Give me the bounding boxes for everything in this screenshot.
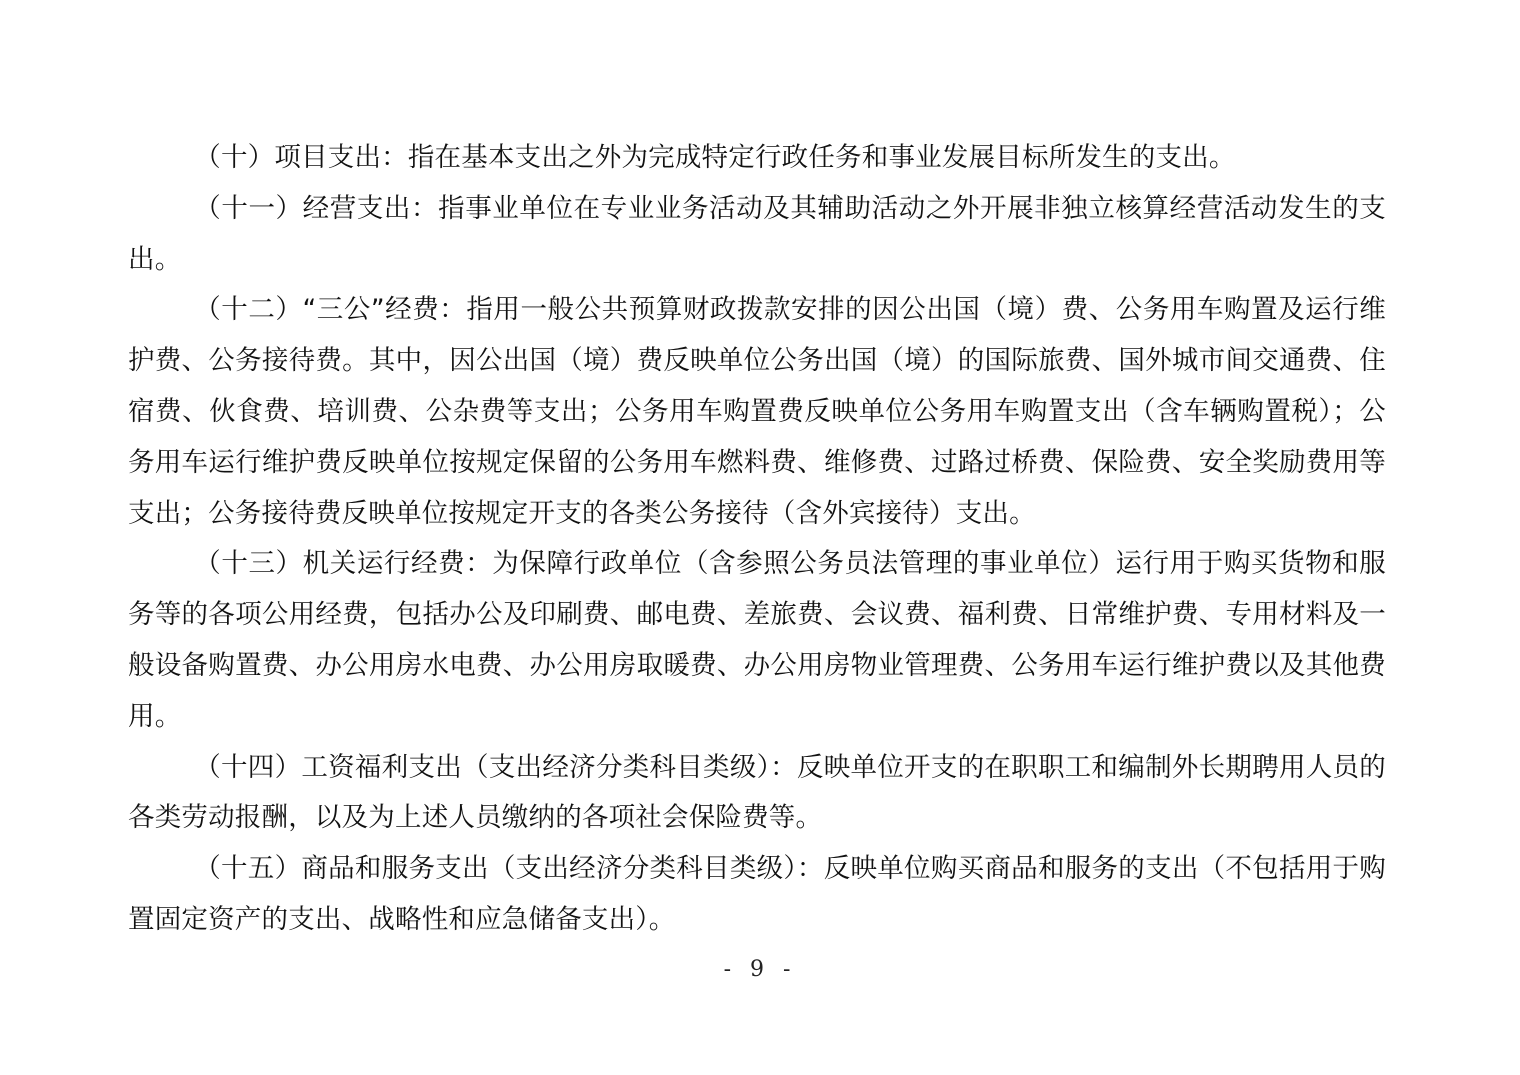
paragraph-goods-services: （十五）商品和服务支出（支出经济分类科目类级）：反映单位购买商品和服务的支出（不包括用于购置固定资产的支出、战略性和应急储备支出）。: [128, 853, 1386, 935]
paragraph-wages-welfare: （十四）工资福利支出（支出经济分类科目类级）：反映单位开支的在职职工和编制外长期聘用人员的各类劳动报酬，以及为上述人员缴纳的各项社会保险费等。: [128, 751, 1386, 834]
paragraph-three-public-expenses: （十二）“三公”经费：指用一般公共预算财政拨款安排的因公出国（境）费、公务用车购置及运行维护费、公务接待费。其中，因公出国（境）费反映单位公务出国（境）的国际旅费、国外城市间交通费、住宿费、伙食费、培训费、公杂费等支出；公务用车购置费反映单位公务用车购置支出（含车辆购置税）；公务用车运行维护费反映单位按规定保留的公务用车燃料费、维修费、过路过桥费、保险费、安全奖励费用等支出；公务接待费反映单位按规定开支的各类公务接待（含外宾接待）支出。: [128, 294, 1386, 529]
paragraph-business-expenditure: （十一）经营支出：指事业单位在专业业务活动及其辅助活动之外开展非独立核算经营活动发生的支出。: [128, 192, 1386, 275]
page-number: - 9 -: [723, 957, 797, 982]
document-body: [128, 133, 1386, 946]
paragraph-project-expenditure: （十）项目支出：指在基本支出之外为完成特定行政任务和事业发展目标所发生的支出。: [194, 142, 1236, 173]
paragraph-agency-operating-expenses: （十三）机关运行经费：为保障行政单位（含参照公务员法管理的事业单位）运行用于购买货物和服务等的各项公用经费，包括办公及印刷费、邮电费、差旅费、会议费、福利费、日常维护费、专用材料及一般设备购置费、办公用房水电费、办公用房取暖费、办公用房物业管理费、公务用车运行维护费以及其他费用。: [128, 548, 1386, 732]
